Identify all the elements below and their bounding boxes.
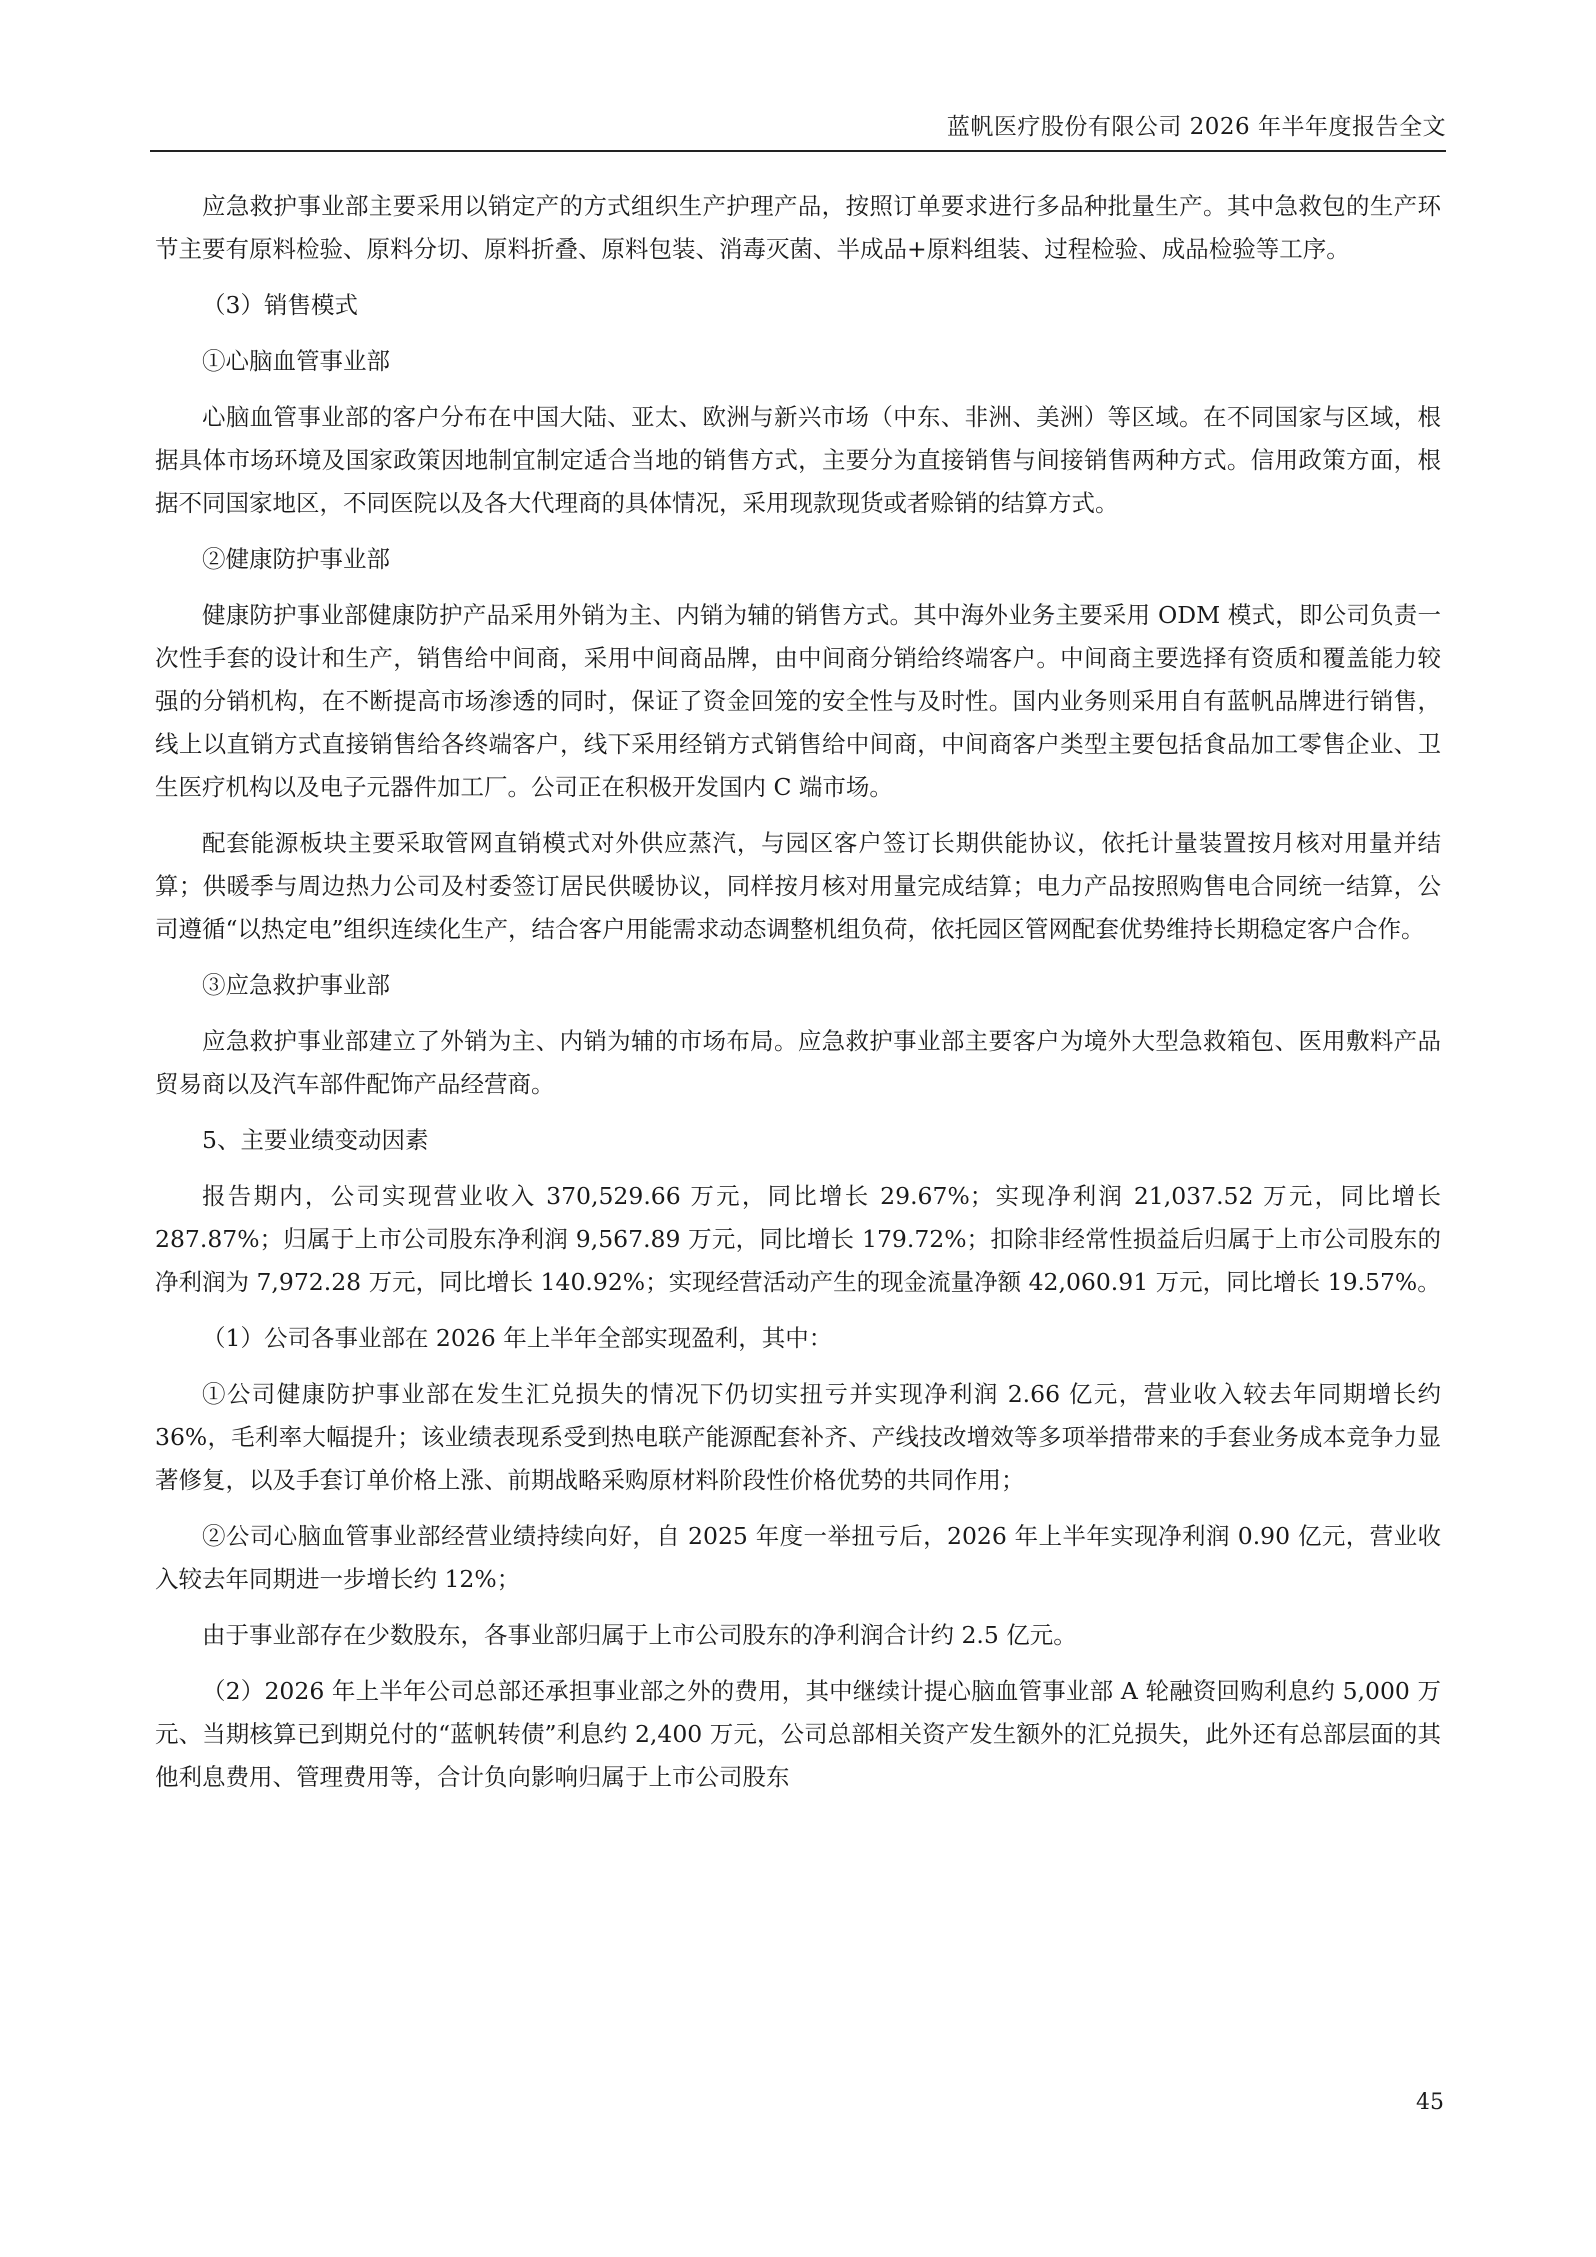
body-paragraph: 配套能源板块主要采取管网直销模式对外供应蒸汽，与园区客户签订长期供能协议，依托计量装置按月核对用量并结算；供暖季与周边热力公司及村委签订居民供暖协议，同样按月核对用量完成结算；电力产品按照购售电合同统一结算，公司遵循“以热定电”组织连续化生产，结合客户用能需求动态调整机组负荷，依托园区管网配套优势维持长期稳定客户合作。 [155,829,1441,943]
document-body [155,185,1441,1812]
header-rule [150,150,1446,152]
body-paragraph: ②公司心脑血管事业部经营业绩持续向好，自 2025 年度一举扭亏后，2026 年上半年实现净利润 0.90 亿元，营业收入较去年同期进一步增长约 12%； [155,1522,1441,1593]
section-heading: ③应急救护事业部 [202,971,390,999]
body-paragraph: 由于事业部存在少数股东，各事业部归属于上市公司股东的净利润合计约 2.5 亿元。 [202,1621,1077,1649]
body-paragraph: 应急救护事业部建立了外销为主、内销为辅的市场布局。应急救护事业部主要客户为境外大型急救箱包、医用敷料产品贸易商以及汽车部件配饰产品经营商。 [155,1027,1441,1098]
section-heading: ①心脑血管事业部 [202,347,390,375]
page-number: 45 [1416,2090,1444,2115]
page-header-title: 蓝帆医疗股份有限公司 2026 年半年度报告全文 [946,114,1446,140]
body-paragraph: ①公司健康防护事业部在发生汇兑损失的情况下仍切实扭亏并实现净利润 2.66 亿元，营业收入较去年同期增长约 36%，毛利率大幅提升；该业绩表现系受到热电联产能源配套补齐、产线技改增效等多项举措带来的手套业务成本竞争力显著修复，以及手套订单价格上涨、前期战略采购原材料阶段性价格优势的共同作用； [155,1380,1441,1494]
body-paragraph: 心脑血管事业部的客户分布在中国大陆、亚太、欧洲与新兴市场（中东、非洲、美洲）等区域。在不同国家与区域，根据具体市场环境及国家政策因地制宜制定适合当地的销售方式，主要分为直接销售与间接销售两种方式。信用政策方面，根据不同国家地区，不同医院以及各大代理商的具体情况，采用现款现货或者赊销的结算方式。 [155,403,1441,517]
section-heading: （3）销售模式 [202,291,358,319]
body-paragraph: 健康防护事业部健康防护产品采用外销为主、内销为辅的销售方式。其中海外业务主要采用 ODM 模式，即公司负责一次性手套的设计和生产，销售给中间商，采用中间商品牌，由中间商分销给终端客户。中间商主要选择有资质和覆盖能力较强的分销机构，在不断提高市场渗透的同时，保证了资金回笼的安全性与及时性。国内业务则采用自有蓝帆品牌进行销售，线上以直销方式直接销售给各终端客户，线下采用经销方式销售给中间商，中间商客户类型主要包括食品加工零售企业、卫生医疗机构以及电子元器件加工厂。公司正在积极开发国内 C 端市场。 [155,601,1441,801]
section-heading: 5、主要业绩变动因素 [202,1126,429,1154]
body-paragraph: 报告期内，公司实现营业收入 370,529.66 万元，同比增长 29.67%；实现净利润 21,037.52 万元，同比增长 287.87%；归属于上市公司股东净利润 9,567.89 万元，同比增长 179.72%；扣除非经常性损益后归属于上市公司股东的净利润为 7,972.28 万元，同比增长 140.92%；实现经营活动产生的现金流量净额 42,060.91 万元，同比增长 19.57%。 [155,1182,1441,1296]
section-heading: ②健康防护事业部 [202,545,390,573]
section-heading: （1）公司各事业部在 2026 年上半年全部实现盈利，其中： [202,1324,833,1352]
body-paragraph: 应急救护事业部主要采用以销定产的方式组织生产护理产品，按照订单要求进行多品种批量生产。其中急救包的生产环节主要有原料检验、原料分切、原料折叠、原料包装、消毒灭菌、半成品+原料组装、过程检验、成品检验等工序。 [155,192,1441,263]
body-paragraph: （2）2026 年上半年公司总部还承担事业部之外的费用，其中继续计提心脑血管事业部 A 轮融资回购利息约 5,000 万元、当期核算已到期兑付的“蓝帆转债”利息约 2,400 万元，公司总部相关资产发生额外的汇兑损失，此外还有总部层面的其他利息费用、管理费用等，合计负向影响归属于上市公司股东 [155,1677,1441,1791]
